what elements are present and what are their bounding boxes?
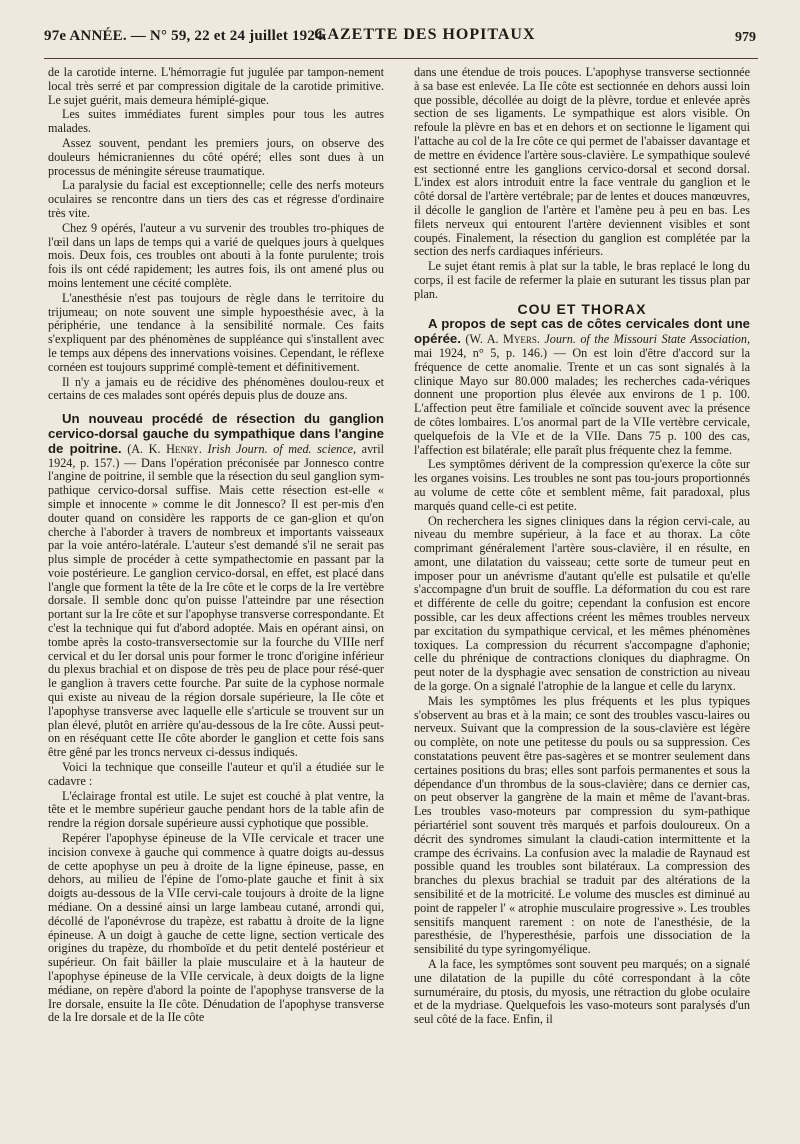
paragraph: — On est loin d'être d'accord sur la fréquence de cette anomalie. Trente et un cas sont signalés à la clinique Mayo sur 80.000 malades; les recherches cada-vériques donnent une proportion plus élevée aux environs de 1 p. 100. L'affection peut être familiale et coïncide souvent avec la présence de côtes lombaires. L'os anormal part de la VIIe vertèbre cervicale, quelquefois de la VIe et de la VIIe. Dans 75 p. 100 des cas, l'affection est bilatérale; elle paraît plus fréquente chez la femme. bbox=[414, 345, 751, 457]
paragraph: Mais les symptômes les plus fréquents et les plus typiques s'observent au bras et à la main; ce sont des troubles vascu-laires ou nerveux. Suivant que la compression de la sous-clavière est légère ou complète, on note une petitesse du pouls ou sa suppression. Ces constatations peuvent être pas-sagères et se montrer seulement dans certaines positions du bras; elles sont parfois permanentes et sous la dépendance d'un thrombus de la sous-clavière; dans ce dernier cas, on peut observer la gangrène de la main et même de l'avant-bras. Les troubles vaso-moteurs par compression du sym-pathique périartériel sont souvent très marqués et parfois douloureux. On a décrit des syndromes simulant la claudi-cation intermittente et la crampe des écrivains. La confusion avec la maladie de Raynaud est possible quand les troubles sont bilatéraux. La compression des branches du plexus brachial se traduit par des altérations de la sensibilité et de la motricité. Le volume des muscles est diminué au point de rappeler l' « atrophie musculaire progressive ». Les troubles sensitifs manquent rarement : on note de l'anesthésie, de la paresthésie, de l'hyperesthésie, parfois une dissociation de la sensibilité du type syringomyélique. bbox=[414, 693, 750, 957]
paragraph: Chez 9 opérés, l'auteur a vu survenir des troubles tro-phiques de l'œil dans un laps de temps qui a varié de quelques jours à quelques mois. Deux fois, ces troubles ont abouti à la fonte purulente; trois fois ils ont cédé rapidement; les autres fois, ils ont amené plus ou moins lentement une cécité complète. bbox=[48, 220, 384, 290]
section-heading: COU ET THORAX bbox=[517, 300, 647, 317]
article-author: (W. A. Myers. bbox=[465, 332, 540, 347]
article-journal: Irish Journ. of med. science, bbox=[207, 441, 357, 456]
article-reference: avril 1924, p. 157.) bbox=[48, 441, 385, 470]
issue-line: 97e ANNÉE. — N° 59, 22 et 24 juillet 1924. bbox=[44, 28, 327, 44]
paragraph: On recherchera les signes cliniques dans la région cervi-cale, au niveau du membre supérieur, à la face et au thorax. La côte comprimant généralement l'artère sous-clavière, il en résulte, en amont, une dilatation du vaisseau; cette sorte de tumeur peut en imposer pour un anévrisme d'autant qu'elle est pulsatile et qu'elle s'accompagne d'un bruit de souffle. La déformation du cou est rare et différente de celle du goitre; cependant la confusion est encore possible, car les deux affections créent les mêmes troubles nerveux par excitation du sympathique cervical, et les mêmes phénomènes toxiques. La compression du récurrent s'accompagne d'aphonie; celle du phrénique de contractions cloniques du diaphragme. On peut noter de la dysphagie avec sensation de constriction au niveau de la gorge. On a signalé l'atrophie de la langue et celle du larynx. bbox=[414, 513, 750, 694]
paragraph: L'anesthésie n'est pas toujours de règle dans le territoire du trijumeau; on note souvent une simple hypoesthésie avec, à la périphérie, une tendance à la sensibilité normale. Ces faits s'expliquent par des phénomènes de suppléance qui s'installent avec le temps aux dépens des innervations voisines. Cependant, le réflexe cornéen est toujours supprimé complè-tement et définitivement. bbox=[48, 290, 384, 374]
paragraph: Il n'y a jamais eu de récidive des phénomènes doulou-reux et certains de ces malades sont opérés depuis plus de douze ans. bbox=[48, 374, 384, 403]
header-rule bbox=[44, 58, 758, 59]
paragraph: Les symptômes dérivent de la compression qu'exerce la côte sur les organes voisins. Les troubles ne sont pas tou-jours proportionnés au volume de cette côte et semblent même, fait paradoxal, plus marqués quand celle-ci est petite. bbox=[414, 457, 750, 513]
article-heading bbox=[48, 412, 384, 760]
article-journal: Journ. of the Missouri State Association, bbox=[544, 332, 751, 347]
paragraph: — Dans l'opération préconisée par Jonnesco contre l'angine de poitrine, il semble que la résection du seul ganglion sym-pathique cervico-dorsal suffise. Mais cette résection est-elle « simple et innocente » comme le dit Jonnesco? Il est per-mis d'en douter quand on considère les rapports de ce gan-glion et qu'on cherche à l'aborder à travers de nombreux et importants vaisseaux par la voie antéro-latérale. L'auteur s'est demandé s'il ne serait pas plus simple de procéder à cette sympathectomie en passant par la voie postérieure. Le ganglion cervico-dorsal, en effet, est placé dans l'angle que forment la tête de la Ire côte et le corps de la Ire vertèbre dorsale. Il semble donc qu'on puisse l'atteindre par une résection portant sur la Ire côte et sur l'apophyse transverse correspondante. Et c'est la technique qui fut d'abord adoptée. Mais en opérant ainsi, on tombe après la costo-transversectomie sur la fourche du VIIIe nerf cervical et du Ier dorsal unis pour former le tronc d'origine inférieur du plexus brachial et on dispose de très peu de place pour résé-quer le ganglion à travers cette fourche. Par suite de la cyphose normale qui existe au niveau de la région dorsale supérieure, la IIe côte et l'apophyse transverse avec laquelle elle s'articule se trouvent sur un plan élevé, plutôt en arrière qu'au-dessous de la Ire côte. Aussi peut-on en réséquant cette IIe côte aborder le ganglion et cette fois sans être gêné par les troncs nerveux ci-dessus indiqués. bbox=[48, 455, 385, 760]
paragraph: Les suites immédiates furent simples pour tous les autres malades. bbox=[48, 107, 384, 136]
article-title: Un nouveau procédé de résection du ganglion cervico-dorsal gauche du sympathique dans l'angine de poitrine. bbox=[48, 411, 384, 456]
paragraph: Repérer l'apophyse épineuse de la VIIe cervicale et tracer une incision convexe à gauche qui commence à quatre doigts au-dessus de cette apophyse un peu à droite de la ligne épineuse, passe, en dehors, au milieu de l'épine de l'omo-plate gauche et finit à six doigts au-dessous de la VIIe cervi-cale toujours à droite de la ligne médiane. On a dessiné ainsi un large lambeau cutané, arrondi qui, décollé de l'aponévrose du trapèze, est rabattu à droite de la ligne épineuse. A un doigt à gauche de cette ligne, section verticale des origines du trapèze, du rhomboïde et du petit dentelé postérieur et supérieur. On fait bâiller la plaie musculaire et à la hauteur de l'apophyse épineuse de la VIIe cervicale, à deux doigts de la ligne médiane, on repère d'abord la pointe de l'apophyse transverse de la Ire dorsale, ensuite la IIe côte. Dénudation de l'apophyse transverse de la Ire dorsale et de la IIe côte bbox=[48, 831, 384, 1025]
paragraph: Voici la technique que conseille l'auteur et qu'il a étudiée sur le cadavre : bbox=[48, 760, 384, 788]
paragraph: L'éclairage frontal est utile. Le sujet est couché à plat ventre, la tête et le membre supérieur gauche pendant hors de la table afin de rendre la région dorsale supérieure aussi cyphotique que possible. bbox=[48, 788, 384, 831]
article-title: A propos de sept cas de côtes cervicales dont une opérée. bbox=[414, 316, 750, 347]
left-column bbox=[48, 66, 384, 1026]
right-column bbox=[414, 66, 750, 1028]
journal-title: GAZETTE DES HOPITAUX bbox=[314, 26, 536, 43]
article-author: (A. K. Henry. bbox=[127, 441, 202, 456]
paragraph: dans une étendue de trois pouces. L'apophyse transverse sectionnée à sa base est enlevée. La IIe côte est sectionnée en dehors aussi loin que possible, décollée au doigt de la plèvre, tordue et enlevée après section de ses ligaments. Le sympathique est alors visible. On refoule la plèvre en bas et en dehors et on sectionne le ligament qui l'attache au col de la Ire côte ce qui permet de l'abaisser davantage et de mettre en évidence l'artère sous-clavière. Le sympathique soulevé est sectionné entre les ganglions cervico-dorsal et second dorsal. L'index est alors introduit entre la face ventrale du ganglion et le côté dorsal de l'artère vertébrale; par de lentes et douces manœuvres, il décolle le ganglion de l'artère et l'amène peu à peu en bas. Les filets nerveux qui entourent l'artère deviennent visibles et sont coupés. Finalement, la résection du ganglion est complétée par la section des nerfs cardiaques inférieurs. bbox=[414, 65, 750, 259]
paragraph: Assez souvent, pendant les premiers jours, on observe des douleurs hémicraniennes du côté opéré; elles sont dues à un processus de méningite séreuse traumatique. bbox=[48, 135, 384, 178]
article-reference: mai 1924, n° 5, p. 146.) bbox=[414, 345, 548, 360]
paragraph: de la carotide interne. L'hémorragie fut jugulée par tampon-nement local très serré et par compression digitale de la carotide primitive. Le sujet guérit, mais demeura hémiplé-gique. bbox=[48, 65, 384, 107]
paragraph: La paralysie du facial est exceptionnelle; celle des nerfs moteurs oculaires se rencontre dans un tiers des cas et régresse d'ordinaire très vite. bbox=[48, 178, 384, 220]
article-heading bbox=[414, 317, 750, 457]
page-header bbox=[44, 22, 758, 58]
page-number: 979 bbox=[735, 30, 756, 45]
paragraph: Le sujet étant remis à plat sur la table, le bras replacé le long du corps, il est facile de refermer la plaie en suturant les tissus plan par plan. bbox=[414, 259, 750, 301]
paragraph: A la face, les symptômes sont souvent peu marqués; on a signalé une dilatation de la pupille du côté correspondant à la côte surnuméraire, du ptosis, du myosis, une rétraction du globe oculaire et de la mydriase. Quelquefois les vaso-moteurs sont paralysés d'un seul côté de la face. Enfin, il bbox=[414, 957, 750, 1027]
